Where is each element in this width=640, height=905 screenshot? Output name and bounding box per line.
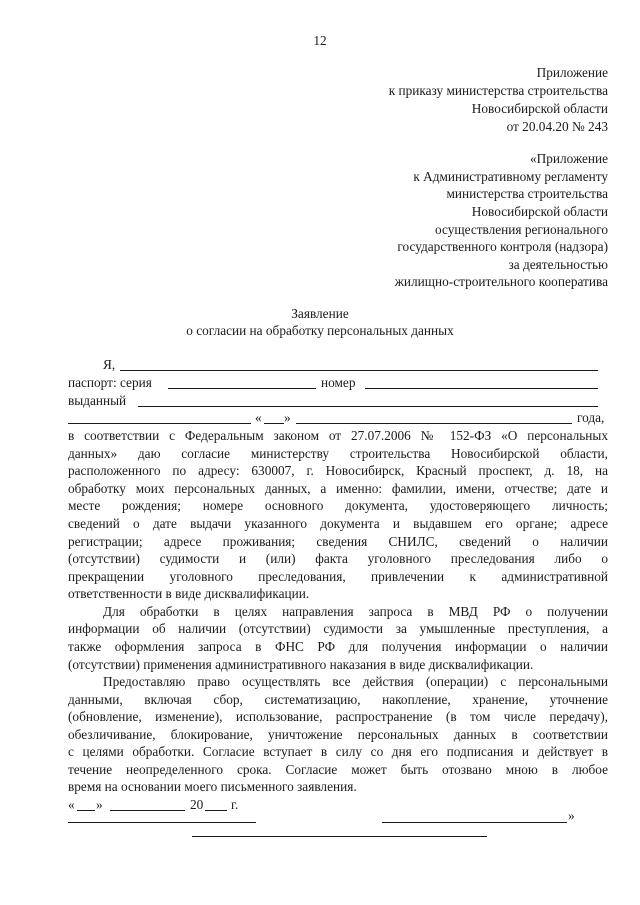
passport-number-label: номер [321,375,356,390]
paragraph-line: прекращении уголовного преследования, привлечении к административной [68,569,608,584]
paragraph-line: также оформления запроса в ФНС РФ для получения информации о наличии [68,639,608,654]
signing-day-field[interactable] [77,810,95,811]
full-name-field[interactable] [120,370,598,371]
header1-line: к приказу министерства строительства [388,83,608,98]
header1-line: от 20.04.20 № 243 [506,119,608,134]
paragraph-line: расположенного по адресу: 630007, г. Новосибирск, Красный проспект, д. 18, на [68,463,608,478]
full-name-signature-field[interactable] [192,836,487,837]
issue-month-year-field[interactable] [296,423,572,424]
paragraph-line: (обновление, изменение), использование, распространение (в том числе передачу), [68,709,608,724]
document-title: Заявление [291,306,349,321]
header2-line: осуществления регионального [435,222,608,237]
header1-line: Приложение [536,65,608,80]
signature-decryption-field[interactable] [382,822,567,823]
ya-label: Я, [103,357,116,372]
issued-by-field[interactable] [138,406,598,407]
header2-line: Новосибирской области [471,204,608,219]
paragraph-line: с целями обработки. Согласие вступает в силу со дня его подписания и действует в [68,744,608,759]
header2-line: «Приложение [529,151,608,166]
signing-month-field[interactable] [110,810,185,811]
paragraph-line: время на основании моего письменного заявления. [68,779,357,794]
passport-number-field[interactable] [365,388,598,389]
paragraph-line: месте рождения; номере основного документа, удостоверяющего личность; [68,498,608,513]
paragraph-line: (отсутствии) применения административного наказания в виде дисквалификации. [68,657,534,672]
paragraph-line: Предоставляю право осуществлять все действия (операции) с персональными [103,674,608,689]
page-number: 12 [313,33,327,48]
issued-by-field-cont[interactable] [68,423,251,424]
header2-line: государственного контроля (надзора) [397,239,608,254]
issued-by-label: выданный [68,393,127,408]
signing-century: 20 [190,797,204,812]
signing-quote-open: « [68,797,75,812]
signing-year-suffix: г. [231,797,239,812]
header2-line: за деятельностью [508,257,608,272]
paragraph-line: течение неопределенного срока. Согласие может быть отозвано мною в любое [68,762,608,777]
date-quote-close: » [284,410,291,425]
signature-field[interactable] [68,822,256,823]
passport-series-label: паспорт: серия [68,375,152,390]
paragraph-line: информации об наличии (отсутствии) судимости за умышленные преступления, а [68,621,608,636]
paragraph-line: в соответствии с Федеральным законом от 27.07.2006 № 152-ФЗ «О персональных [68,428,608,443]
year-label: года, [577,410,605,425]
paragraph-line: (отсутствии) судимости и (или) факта уголовного преследования либо о [68,551,608,566]
document-subtitle: о согласии на обработку персональных данных [186,323,454,338]
date-quote-open: « [255,410,262,425]
paragraph-line: обработку моих персональных данных, а именно: фамилии, имени, отчестве; дате и [68,481,608,496]
paragraph-line: обезличивание, блокирование, уничтожение персональных данных в соответствии [68,727,608,742]
header2-line: министерства строительства [446,186,608,201]
passport-series-field[interactable] [168,388,316,389]
header2-line: жилищно-строительного кооператива [394,274,608,289]
paragraph-line: данными, включая сбор, систематизацию, накопление, хранение, уточнение [68,692,608,707]
closing-quote: » [568,808,575,823]
paragraph-line: ответственности в виде дисквалификации. [68,586,310,601]
signing-year-field[interactable] [205,810,227,811]
header2-line: к Административному регламенту [413,169,608,184]
paragraph-line: сведений о дате выдачи указанного документа и выдавшем его органе; адресе [68,516,608,531]
issue-day-field[interactable] [264,423,284,424]
paragraph-line: регистрации; адресе проживания; сведения СНИЛС, сведений о наличии [68,534,608,549]
header1-line: Новосибирской области [471,101,608,116]
paragraph-line: данных» даю согласие министерству строительства Новосибирской области, [68,446,608,461]
signing-quote-close: » [96,797,103,812]
paragraph-line: Для обработки в целях направления запроса в МВД РФ о получении [103,604,608,619]
